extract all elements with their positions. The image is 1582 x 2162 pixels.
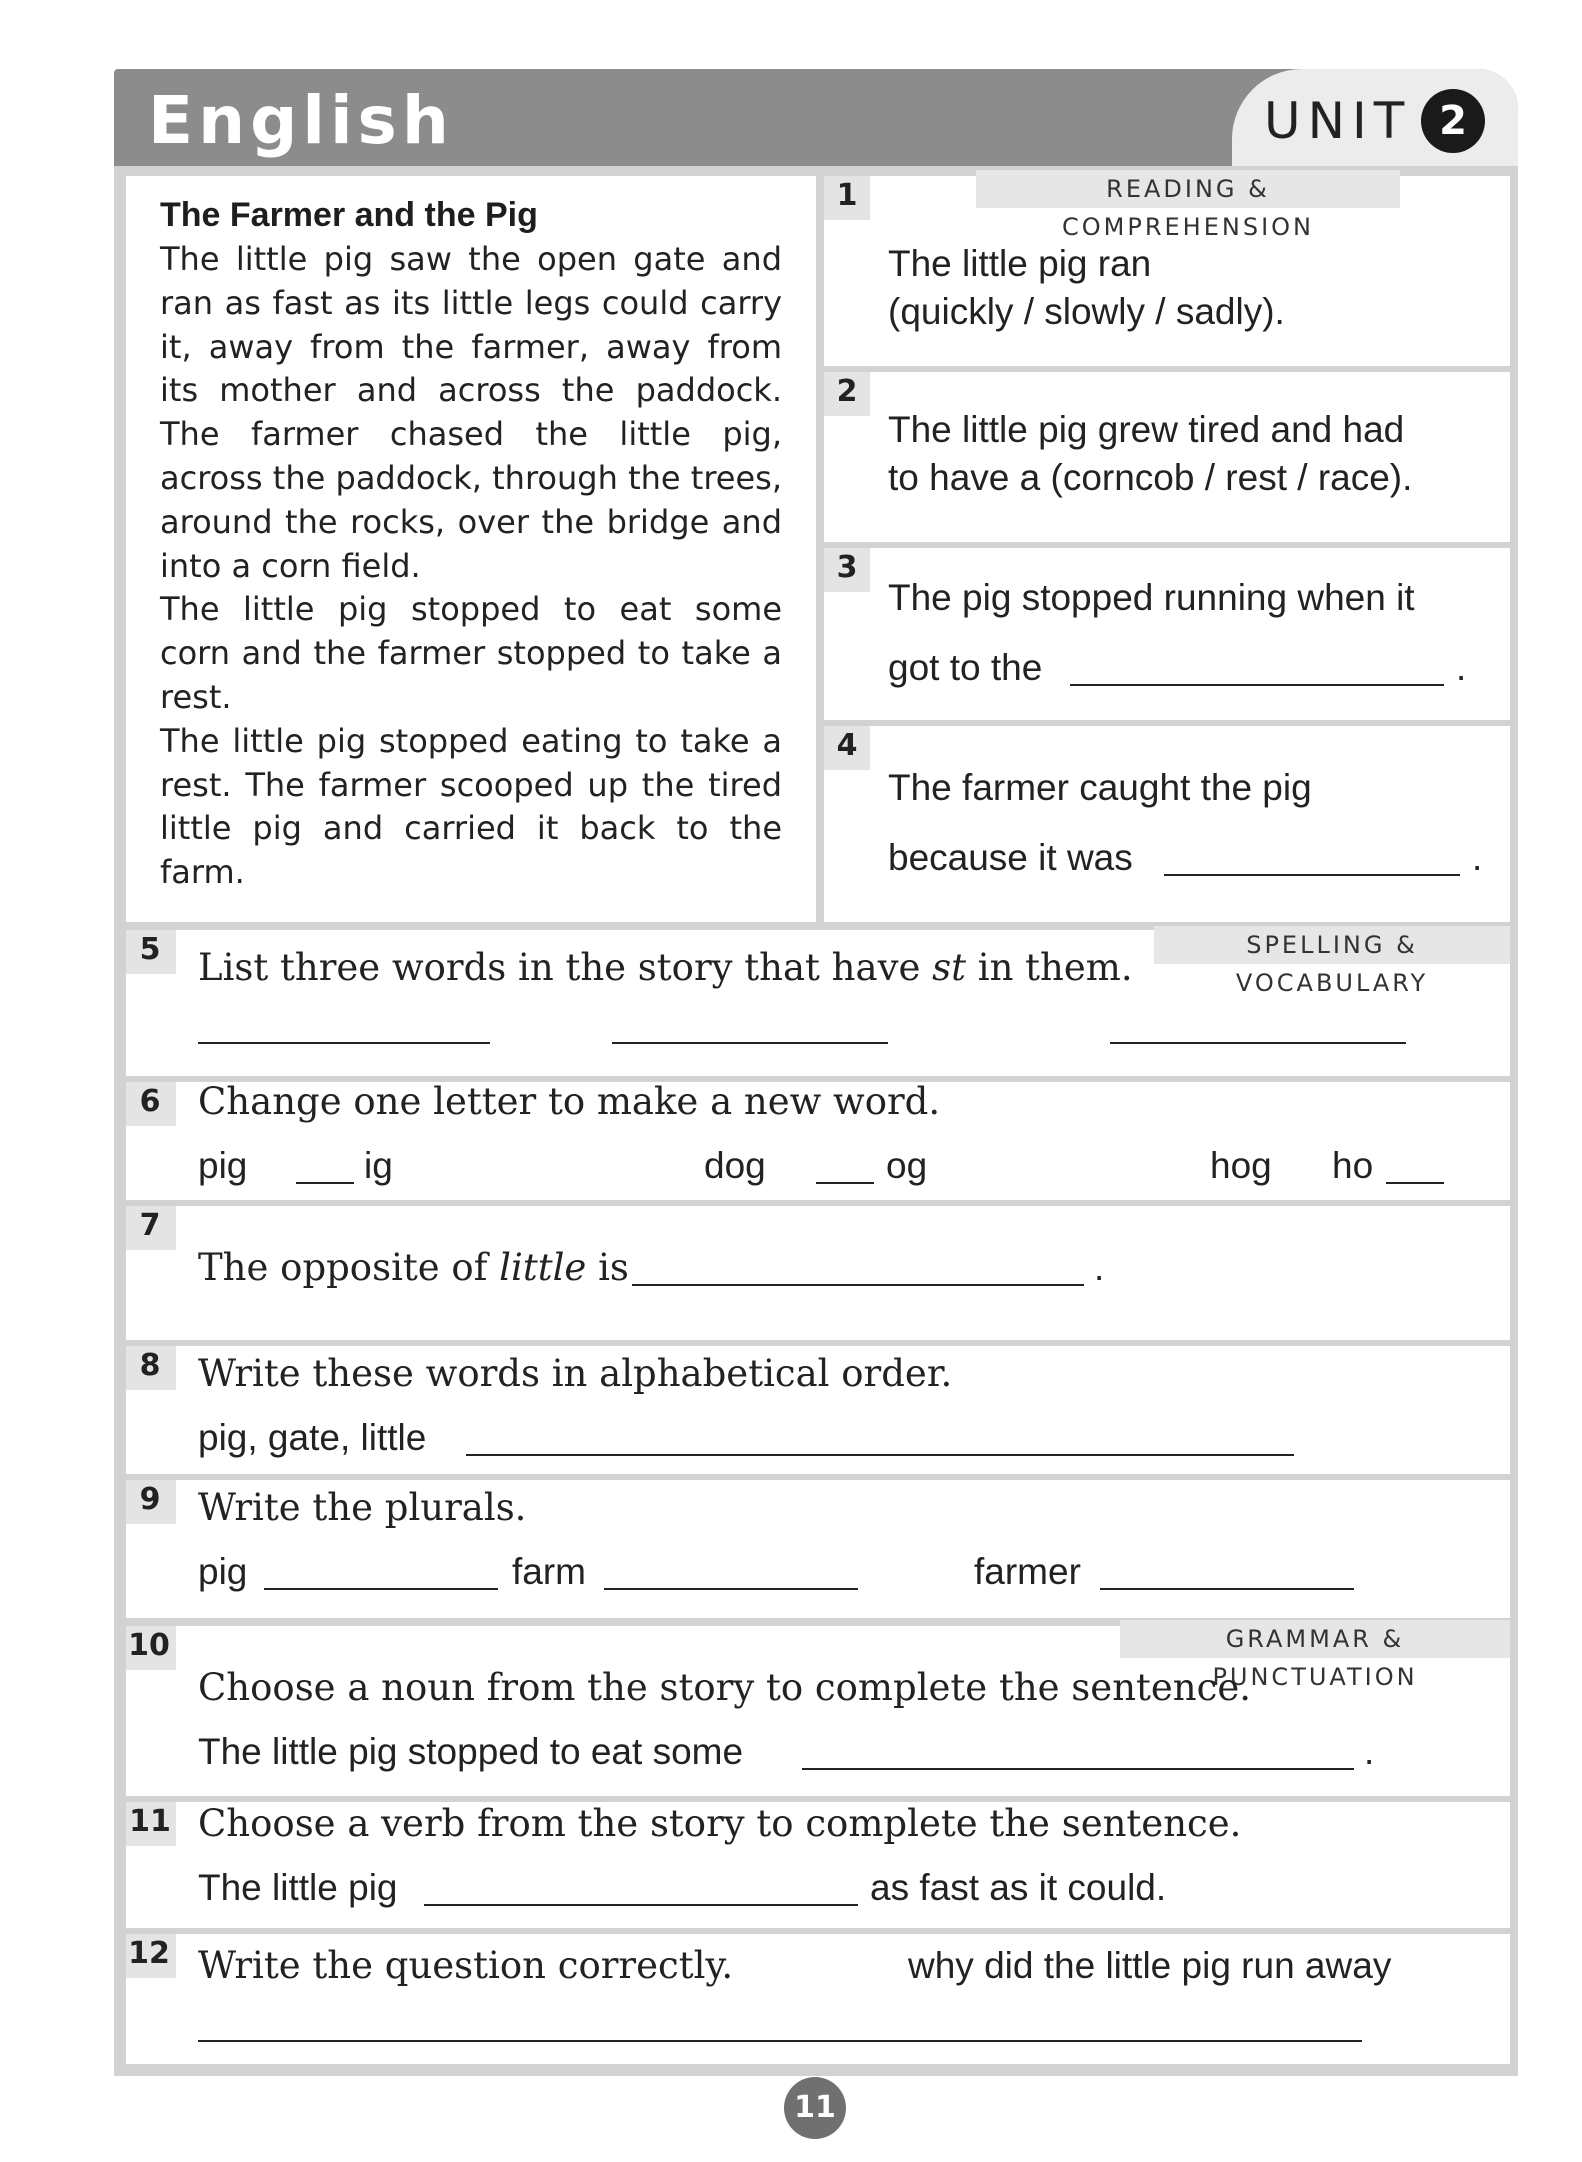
answer-line[interactable] <box>1386 1182 1444 1184</box>
answer-line[interactable] <box>1070 684 1444 686</box>
answer-line[interactable] <box>466 1454 1294 1456</box>
question-number: 4 <box>836 728 858 763</box>
question-text: as fast as it could. <box>870 1867 1167 1908</box>
question-number: 3 <box>836 550 858 585</box>
prompt-text: is <box>586 1246 629 1289</box>
question-prompt: Write the question correctly. <box>198 1944 734 1987</box>
prompt-italic: st <box>932 946 966 989</box>
answer-line[interactable] <box>816 1182 874 1184</box>
question-text: The farmer caught the pig <box>888 767 1312 808</box>
prompt-text: The opposite of <box>198 1246 500 1289</box>
story-title: The Farmer and the Pig <box>160 196 538 234</box>
question-4-box <box>824 726 1510 922</box>
prompt-text: List three words in the story that have <box>198 946 933 989</box>
answer-line[interactable] <box>264 1588 498 1590</box>
question-text: The little pig <box>198 1867 398 1908</box>
question-prompt <box>198 1244 629 1292</box>
page-number-badge: 11 <box>784 2077 846 2139</box>
unit-number-badge: 2 <box>1421 89 1485 153</box>
question-number: 9 <box>139 1482 161 1517</box>
answer-line[interactable] <box>296 1182 354 1184</box>
answer-line[interactable] <box>612 1042 888 1044</box>
question-text: The pig stopped running when it <box>888 577 1415 618</box>
question-prompt: Write these words in alphabetical order. <box>198 1352 953 1395</box>
question-text: The little pig grew tired and had <box>888 409 1405 450</box>
story-text <box>160 238 782 895</box>
question-prompt: Choose a noun from the story to complete the sentence. <box>198 1666 1252 1709</box>
word-text: og <box>886 1145 928 1186</box>
question-number: 10 <box>128 1628 170 1663</box>
answer-line[interactable] <box>198 2040 1362 2042</box>
story-paragraph: The little pig stopped eating to take a rest. The farmer scooped up the tired little pig and carried it back to the farm. <box>160 721 782 892</box>
unit-label: UNIT <box>1264 92 1412 150</box>
question-number: 2 <box>836 374 858 409</box>
answer-line[interactable] <box>424 1904 858 1906</box>
word-text: hog <box>1210 1145 1272 1186</box>
question-number: 7 <box>139 1208 161 1243</box>
question-prompt: Write the plurals. <box>198 1486 527 1529</box>
question-text: why did the little pig run away <box>908 1945 1392 1986</box>
word-text: ho <box>1332 1145 1374 1186</box>
story-paragraph: The little pig saw the open gate and ran as fast as its little legs could carry it, away from the farmer, away from its mother and across the paddock. The farmer chased the little pig, across the paddock, through the trees, around the rocks, over the bridge and into a corn field. <box>160 240 782 585</box>
answer-line[interactable] <box>604 1588 858 1590</box>
question-number: 5 <box>139 932 161 967</box>
question-text: The little pig ran <box>888 243 1152 284</box>
section-label-grammar: GRAMMAR & PUNCTUATION <box>1120 1620 1510 1658</box>
word-text: farm <box>512 1551 586 1592</box>
question-text: . <box>1094 1247 1105 1288</box>
question-text: . <box>1472 837 1483 878</box>
word-text: ig <box>364 1145 393 1186</box>
question-number: 12 <box>128 1936 170 1971</box>
question-text: The little pig stopped to eat some <box>198 1731 744 1772</box>
question-number: 6 <box>139 1084 161 1119</box>
question-number: 11 <box>129 1804 171 1839</box>
question-prompt: Choose a verb from the story to complete the sentence. <box>198 1802 1242 1845</box>
question-text: . <box>1456 647 1467 688</box>
prompt-text: in them. <box>966 946 1133 989</box>
answer-line[interactable] <box>632 1284 1084 1286</box>
story-paragraph: The little pig stopped to eat some corn and the farmer stopped to take a rest. <box>160 590 782 716</box>
word-text: farmer <box>974 1551 1081 1592</box>
question-text: because it was <box>888 837 1133 878</box>
word-text: dog <box>704 1145 766 1186</box>
question-prompt <box>198 944 1133 992</box>
answer-line[interactable] <box>1164 874 1460 876</box>
subject-title: English <box>148 82 454 159</box>
question-text: . <box>1364 1731 1375 1772</box>
word-text: pig <box>198 1551 248 1592</box>
question-text: to have a (corncob / rest / race). <box>888 457 1413 498</box>
answer-line[interactable] <box>1100 1588 1354 1590</box>
question-text: (quickly / slowly / sadly). <box>888 291 1285 332</box>
prompt-italic: little <box>499 1246 587 1289</box>
answer-line[interactable] <box>198 1042 490 1044</box>
question-number: 8 <box>139 1348 161 1383</box>
answer-line[interactable] <box>802 1768 1354 1770</box>
answer-line[interactable] <box>1110 1042 1406 1044</box>
question-text: got to the <box>888 647 1043 688</box>
section-label-spelling: SPELLING & VOCABULARY <box>1154 926 1510 964</box>
question-prompt: Change one letter to make a new word. <box>198 1080 941 1123</box>
word-list: pig, gate, little <box>198 1417 427 1458</box>
question-number: 1 <box>836 178 858 213</box>
word-text: pig <box>198 1145 248 1186</box>
section-label-reading: READING & COMPREHENSION <box>976 170 1400 208</box>
